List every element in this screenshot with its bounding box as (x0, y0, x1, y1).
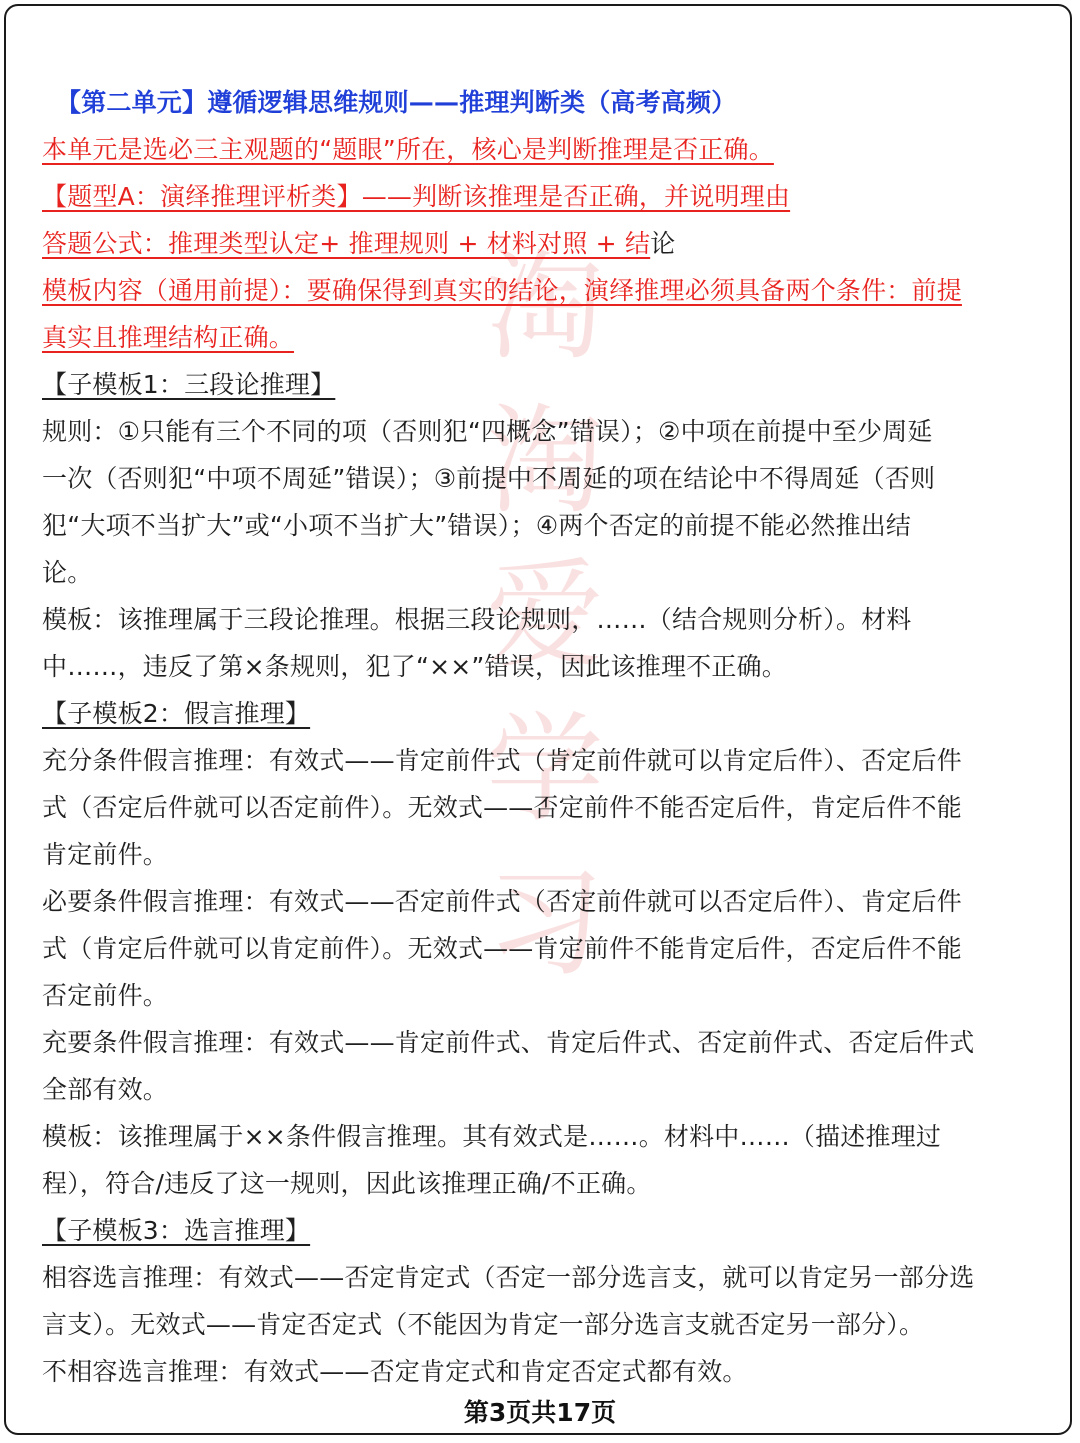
sub3-compatible-line: 相容选言推理：有效式——否定肯定式（否定一部分选言支，就可以肯定另一部分选 (42, 1263, 975, 1292)
template-text-2: 真实且推理结构正确。 (42, 323, 295, 352)
sub3-heading: 【子模板3：选言推理】 (42, 1216, 311, 1245)
sub2-heading-line (42, 690, 1042, 737)
sub3-heading-line (42, 1207, 1042, 1254)
formula-tail: 论 (650, 229, 676, 258)
sub1-rule-line: 犯“大项不当扩大”或“小项不当扩大”错误）；④两个否定的前提不能必然推出结 (42, 511, 912, 540)
sub2-sufficient-line: 式（否定后件就可以否定前件）。无效式——否定前件不能否定后件，肯定后件不能 (42, 793, 962, 822)
sub1-rule-line: 一次（否则犯“中项不周延”错误）；③前提中不周延的项在结论中不得周延（否则 (42, 464, 936, 493)
sub1-template-line: 中……，违反了第×条规则，犯了“××”错误，因此该推理不正确。 (42, 652, 787, 681)
sub2-sufficient-line: 充分条件假言推理：有效式——肯定前件式（肯定前件就可以肯定后件）、否定后件 (42, 746, 962, 775)
formula-line (42, 220, 1042, 267)
template-line-1 (42, 267, 1042, 314)
sub2-sufficient-line: 肯定前件。 (42, 840, 169, 869)
unit-title: 【第二单元】遵循逻辑思维规则——推理判断类（高考高频） (56, 88, 737, 117)
sub2-both-line: 全部有效。 (42, 1075, 169, 1104)
sub2-both-line: 充要条件假言推理：有效式——肯定前件式、肯定后件式、否定前件式、否定后件式 (42, 1028, 975, 1057)
sub1-rule-line: 论。 (42, 558, 93, 587)
type-a-line (42, 173, 1042, 220)
formula-text: 答题公式：推理类型认定+ 推理规则 + 材料对照 + 结 (42, 229, 651, 258)
sub2-necessary-line: 必要条件假言推理：有效式——否定前件式（否定前件就可以否定后件）、肯定后件 (42, 887, 962, 916)
watermark-char: 淘 (485, 392, 604, 530)
document-body (42, 79, 1042, 1395)
sub2-heading: 【子模板2：假言推理】 (42, 699, 311, 728)
template-line-2 (42, 314, 1042, 361)
sub1-heading: 【子模板1：三段论推理】 (42, 370, 336, 399)
sub1-rule-line: 规则：①只能有三个不同的项（否则犯“四概念”错误）；②中项在前提中至少周延 (42, 417, 933, 446)
intro-text: 本单元是选必三主观题的“题眼”所在，核心是判断推理是否正确。 (42, 135, 774, 164)
sub3-compatible-line: 言支）。无效式——肯定否定式（不能因为肯定一部分选言支就否定另一部分）。 (42, 1310, 925, 1339)
sub1-template-line: 模板：该推理属于三段论推理。根据三段论规则，……（结合规则分析）。材料 (42, 605, 912, 634)
template-text-1: 模板内容（通用前提）：要确保得到真实的结论，演绎推理必须具备两个条件：前提 (42, 276, 962, 305)
intro-line (42, 126, 1042, 173)
watermark-char: 学 (485, 700, 604, 838)
unit-title-line (42, 79, 1042, 126)
sub2-template-line: 模板：该推理属于××条件假言推理。其有效式是……。材料中……（描述推理过 (42, 1122, 942, 1151)
sub2-necessary-line: 否定前件。 (42, 981, 169, 1010)
type-a-heading: 【题型A：演绎推理评析类】——判断该推理是否正确，并说明理由 (42, 182, 791, 211)
page-number: 第3页共17页 (463, 1398, 617, 1427)
sub3-incompatible-line: 不相容选言推理：有效式——否定肯定式和肯定否定式都有效。 (42, 1357, 748, 1386)
watermark-char: 习 (485, 854, 604, 992)
watermark-char: 淘 (485, 238, 604, 376)
watermark-char: 爱 (485, 546, 604, 684)
sub2-template-line: 程），符合/违反了这一规则，因此该推理正确/不正确。 (42, 1169, 652, 1198)
sub1-heading-line (42, 361, 1042, 408)
sub2-necessary-line: 式（肯定后件就可以肯定前件）。无效式——肯定前件不能肯定后件，否定后件不能 (42, 934, 962, 963)
